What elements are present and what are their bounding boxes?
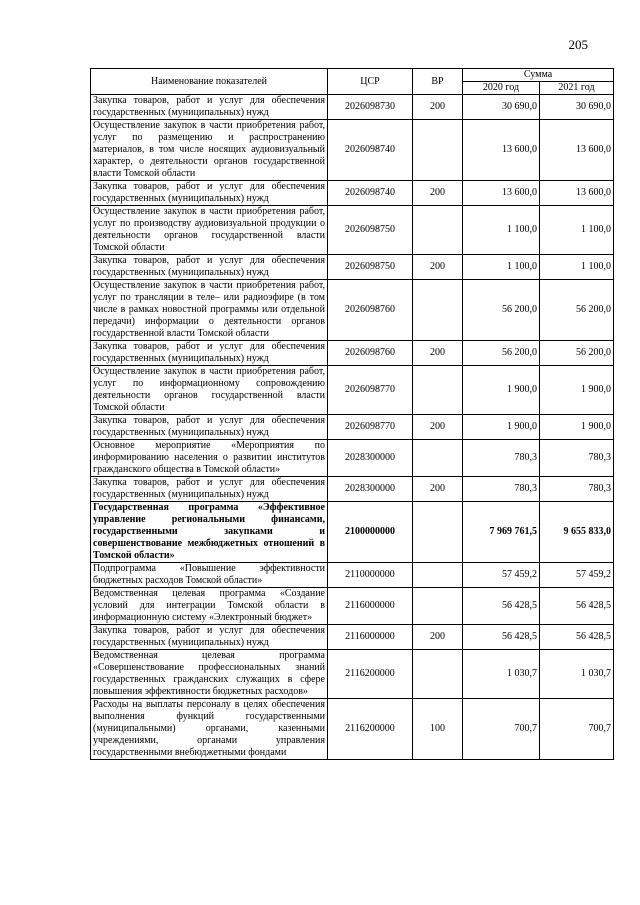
row-name: Государственная программа «Эффективное управление региональными финансами, государственными закупками и совершенствование межбюджетных отношений в Томской области» bbox=[91, 502, 328, 563]
row-name: Осуществление закупок в части приобретения работ, услуг по размещению и распространению материалов, в том числе носящих аудиовизуальный характер, о деятельности органов государственной власти Томской области bbox=[91, 120, 328, 181]
row-vr: 200 bbox=[413, 181, 463, 206]
row-sum-2020: 56 428,5 bbox=[463, 625, 540, 650]
table-row bbox=[91, 477, 614, 502]
page-number: 205 bbox=[568, 37, 588, 52]
row-csr: 2026098770 bbox=[328, 366, 413, 415]
row-name: Закупка товаров, работ и услуг для обеспечения государственных (муниципальных) нужд bbox=[91, 181, 328, 206]
row-sum-2020: 56 200,0 bbox=[463, 280, 540, 341]
row-sum-2020: 1 100,0 bbox=[463, 255, 540, 280]
row-sum-2020: 57 459,2 bbox=[463, 563, 540, 588]
table-row bbox=[91, 440, 614, 477]
row-name: Закупка товаров, работ и услуг для обеспечения государственных (муниципальных) нужд bbox=[91, 255, 328, 280]
row-vr: 100 bbox=[413, 699, 463, 760]
table-row bbox=[91, 415, 614, 440]
table-row bbox=[91, 366, 614, 415]
row-sum-2020: 780,3 bbox=[463, 477, 540, 502]
row-vr bbox=[413, 650, 463, 699]
table-row bbox=[91, 255, 614, 280]
row-csr: 2026098770 bbox=[328, 415, 413, 440]
row-name: Подпрограмма «Повышение эффективности бюджетных расходов Томской области» bbox=[91, 563, 328, 588]
row-sum-2020: 56 200,0 bbox=[463, 341, 540, 366]
row-name: Ведомственная целевая программа «Создание условий для интеграции Томской области в информационную систему «Электронный бюджет» bbox=[91, 588, 328, 625]
table-row bbox=[91, 280, 614, 341]
row-sum-2021: 56 200,0 bbox=[540, 341, 614, 366]
row-vr: 200 bbox=[413, 255, 463, 280]
row-csr: 2026098740 bbox=[328, 120, 413, 181]
row-csr: 2026098750 bbox=[328, 255, 413, 280]
row-sum-2020: 1 030,7 bbox=[463, 650, 540, 699]
row-sum-2021: 1 100,0 bbox=[540, 255, 614, 280]
row-name: Осуществление закупок в части приобретения работ, услуг по производству аудиовизуальной продукции о деятельности органов государственной власти Томской области bbox=[91, 206, 328, 255]
row-name: Закупка товаров, работ и услуг для обеспечения государственных (муниципальных) нужд bbox=[91, 341, 328, 366]
table-row bbox=[91, 563, 614, 588]
row-sum-2021: 700,7 bbox=[540, 699, 614, 760]
row-name: Осуществление закупок в части приобретения работ, услуг по трансляции в теле– или радиоэфире (в том числе в рамках новостной программы или отдельной передачи) информации о деятельности органов государственной власти Томской области bbox=[91, 280, 328, 341]
row-sum-2020: 700,7 bbox=[463, 699, 540, 760]
row-vr bbox=[413, 588, 463, 625]
header-name: Наименование показателей bbox=[91, 69, 328, 95]
row-vr bbox=[413, 563, 463, 588]
row-sum-2020: 780,3 bbox=[463, 440, 540, 477]
row-vr bbox=[413, 206, 463, 255]
row-sum-2020: 56 428,5 bbox=[463, 588, 540, 625]
row-sum-2021: 1 900,0 bbox=[540, 415, 614, 440]
row-csr: 2026098750 bbox=[328, 206, 413, 255]
row-vr: 200 bbox=[413, 95, 463, 120]
row-sum-2021: 57 459,2 bbox=[540, 563, 614, 588]
table-row bbox=[91, 625, 614, 650]
table-row bbox=[91, 206, 614, 255]
row-csr: 2026098760 bbox=[328, 280, 413, 341]
row-sum-2021: 56 428,5 bbox=[540, 588, 614, 625]
row-vr: 200 bbox=[413, 625, 463, 650]
row-sum-2021: 1 900,0 bbox=[540, 366, 614, 415]
table-row bbox=[91, 588, 614, 625]
table-row bbox=[91, 181, 614, 206]
header-csr: ЦСР bbox=[328, 69, 413, 95]
row-sum-2021: 13 600,0 bbox=[540, 120, 614, 181]
table-row bbox=[91, 699, 614, 760]
row-name: Расходы на выплаты персоналу в целях обеспечения выполнения функций государственными (муниципальными) органами, казенными учреждениями, органами управления государственными внебюджетными фондами bbox=[91, 699, 328, 760]
header-year-2021: 2021 год bbox=[540, 82, 614, 95]
row-sum-2021: 56 200,0 bbox=[540, 280, 614, 341]
row-csr: 2116000000 bbox=[328, 625, 413, 650]
table-row bbox=[91, 341, 614, 366]
table-row bbox=[91, 502, 614, 563]
row-sum-2021: 1 030,7 bbox=[540, 650, 614, 699]
row-vr bbox=[413, 502, 463, 563]
row-vr bbox=[413, 366, 463, 415]
row-name: Закупка товаров, работ и услуг для обеспечения государственных (муниципальных) нужд bbox=[91, 415, 328, 440]
row-csr: 2028300000 bbox=[328, 440, 413, 477]
row-vr: 200 bbox=[413, 415, 463, 440]
row-sum-2020: 30 690,0 bbox=[463, 95, 540, 120]
row-vr: 200 bbox=[413, 477, 463, 502]
row-vr bbox=[413, 280, 463, 341]
header-sum: Сумма bbox=[463, 69, 614, 82]
row-sum-2021: 1 100,0 bbox=[540, 206, 614, 255]
table-row bbox=[91, 120, 614, 181]
row-sum-2020: 13 600,0 bbox=[463, 120, 540, 181]
row-name: Ведомственная целевая программа «Совершенствование профессиональных знаний государственных гражданских служащих в сфере повышения эффективности бюджетных расходов» bbox=[91, 650, 328, 699]
row-sum-2021: 780,3 bbox=[540, 440, 614, 477]
row-csr: 2026098740 bbox=[328, 181, 413, 206]
row-csr: 2026098730 bbox=[328, 95, 413, 120]
row-sum-2020: 1 900,0 bbox=[463, 415, 540, 440]
row-name: Закупка товаров, работ и услуг для обеспечения государственных (муниципальных) нужд bbox=[91, 625, 328, 650]
header-vr: ВР bbox=[413, 69, 463, 95]
row-sum-2021: 13 600,0 bbox=[540, 181, 614, 206]
row-csr: 2100000000 bbox=[328, 502, 413, 563]
table-row bbox=[91, 650, 614, 699]
row-csr: 2026098760 bbox=[328, 341, 413, 366]
row-sum-2020: 13 600,0 bbox=[463, 181, 540, 206]
row-sum-2020: 1 900,0 bbox=[463, 366, 540, 415]
budget-table bbox=[90, 68, 614, 760]
row-sum-2021: 30 690,0 bbox=[540, 95, 614, 120]
row-csr: 2116200000 bbox=[328, 699, 413, 760]
table-body bbox=[91, 95, 614, 760]
row-vr: 200 bbox=[413, 341, 463, 366]
row-vr bbox=[413, 440, 463, 477]
row-vr bbox=[413, 120, 463, 181]
row-csr: 2110000000 bbox=[328, 563, 413, 588]
row-csr: 2028300000 bbox=[328, 477, 413, 502]
row-csr: 2116200000 bbox=[328, 650, 413, 699]
row-sum-2021: 780,3 bbox=[540, 477, 614, 502]
row-name: Закупка товаров, работ и услуг для обеспечения государственных (муниципальных) нужд bbox=[91, 95, 328, 120]
row-sum-2021: 9 655 833,0 bbox=[540, 502, 614, 563]
row-csr: 2116000000 bbox=[328, 588, 413, 625]
header-year-2020: 2020 год bbox=[463, 82, 540, 95]
row-name: Основное мероприятие «Мероприятия по информированию населения о развитии институтов гражданского общества в Томской области» bbox=[91, 440, 328, 477]
row-sum-2020: 7 969 761,5 bbox=[463, 502, 540, 563]
row-sum-2020: 1 100,0 bbox=[463, 206, 540, 255]
row-name: Осуществление закупок в части приобретения работ, услуг по информационному сопровождению деятельности органов государственной власти Томской области bbox=[91, 366, 328, 415]
row-sum-2021: 56 428,5 bbox=[540, 625, 614, 650]
table-row bbox=[91, 95, 614, 120]
row-name: Закупка товаров, работ и услуг для обеспечения государственных (муниципальных) нужд bbox=[91, 477, 328, 502]
